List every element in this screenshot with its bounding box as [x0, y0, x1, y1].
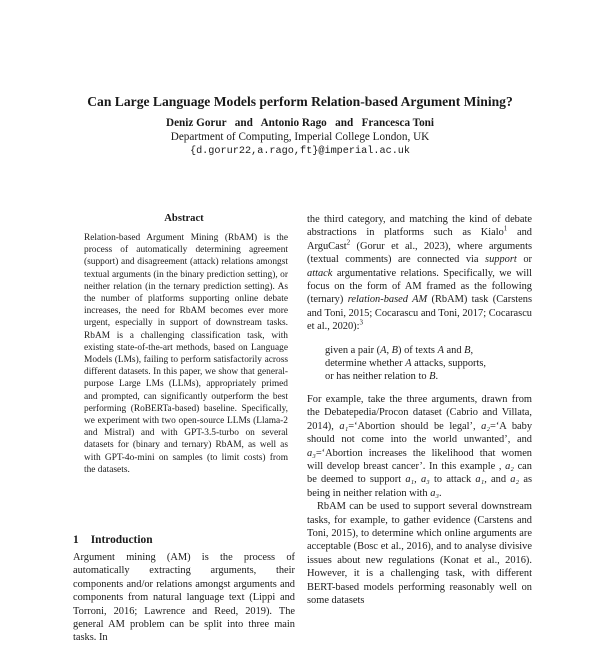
right-column [307, 213, 532, 607]
author-list: Deniz Gorur and Antonio Rago and Francesca Toni [165, 117, 435, 129]
footnote-marker[interactable]: 3 [359, 318, 364, 327]
footnote-marker[interactable]: 2 [346, 238, 351, 247]
introduction-paragraph: Argument mining (AM) is the process of automatically extracting arguments, their components and/or relations amongst arguments and components from natural language text (Lippi and Torroni, 2016; Lawrence and Reed, 2019). The general AM problem can be split into three main tasks. In [73, 552, 295, 644]
footnote-marker[interactable]: 1 [503, 224, 508, 233]
affiliation: Department of Computing, Imperial College London, UK [170, 131, 430, 143]
author-email[interactable]: {d.gorur22,a.rago,ft}@imperial.ac.uk [189, 146, 411, 157]
paper-title: Can Large Language Models perform Relation-based Argument Mining? [87, 94, 513, 109]
abstract-text: Relation-based Argument Mining (RbAM) is the process of automatically determining agreement (support) and disagreement (attack) relations amongst textual arguments (in the binary prediction setting), or neither relation (in the ternary prediction setting). As the number of platforms supporting online debate increases, the need for RbAM becomes ever more urgent, especially in support of downstream tasks. RbAM is a challenging classification task, with existing state-of-the-art methods, based on Language Models (LMs), failing to perform satisfactorily across different datasets. In this paper, we show that general-purpose Large LMs (LLMs), appropriately primed and prompted, can significantly outperform the best performing (RoBERTa-based) baseline. Specifically, we experiment with two open-source LLMs (Llama-2 and Mistral) and with GPT-3.5-turbo on several datasets for (binary and ternary) RbAM, as well as with GPT-4o-mini on samples (to limit costs) from the datasets. [84, 233, 288, 475]
task-definition-quote: given a pair (A, B) of texts A and B, determine whether A attacks, supports, or has neither relation to B. [325, 344, 487, 383]
paragraph-example: For example, take the three arguments, drawn from the Debatepedia/Procon dataset (Cabrio and Villata, 2014), a₁=‘Abortion should be legal’, a₂=‘A baby should not come into the world unwanted’, and a₃=‘Abortion increases the likelihood that women will develop breast cancer’. In this example , a₂ can be deemed to support a₁, a₃ to attack a₁, and a₂ as being in neither relation with a₃. [307, 393, 533, 499]
paragraph-rbam-uses: RbAM can be used to support several downstream tasks, for example, to gather evidence (Carstens and Toni, 2015), to determine which online arguments are acceptable (Bosc et al., 2016), and to analyse divisive issues about new regulations (Konat et al., 2016). However, it is a challenging task, with different BERT-based models performing reasonably well on some datasets [307, 501, 532, 606]
abstract-heading: Abstract [164, 213, 204, 224]
section-number: 1 [73, 534, 79, 546]
section-title: Introduction [90, 534, 153, 546]
paragraph-rbam-definition: the third category, and matching the kind of debate abstractions in platforms such as Kialo$^1$ and ArguCast$^2$ (Gorur et al., 2023), where arguments (textual comments) are connected via support or attack argumentative relations. Specifically, we will focus on the form of AM framed as the following (ternary) relation-based AM (RbAM) task (Carstens and Toni, 2015; Cocarascu and Toni, 2017; Cocarascu et al., 2020):$^3$ [307, 214, 532, 333]
section-heading-introduction [73, 534, 153, 546]
